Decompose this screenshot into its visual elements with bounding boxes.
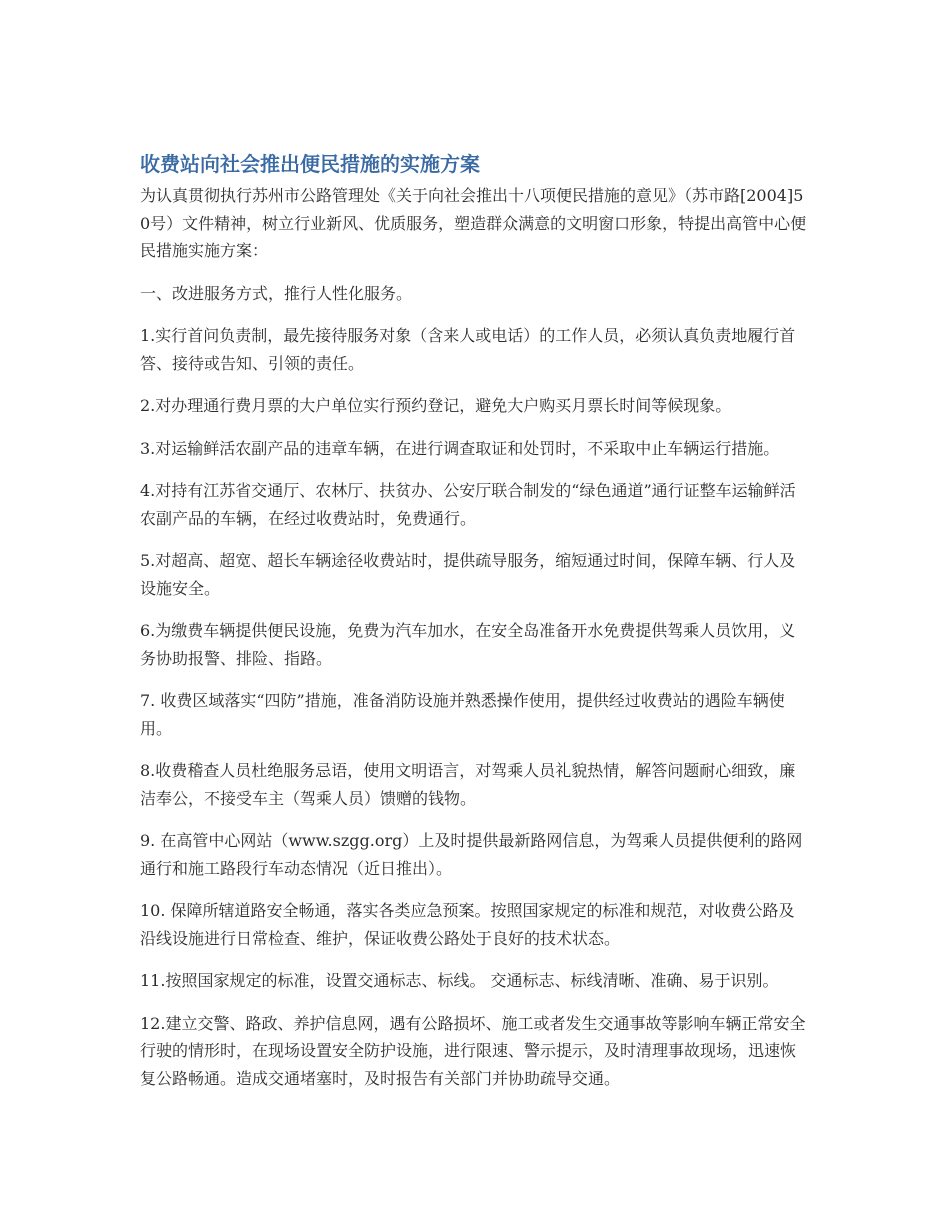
measure-item-10: 10. 保障所辖道路安全畅通，落实各类应急预案。按照国家规定的标准和规范，对收费公路及沿线设施进行日常检查、维护，保证收费公路处于良好的技术状态。 [140, 901, 795, 948]
measure-item-8: 8.收费稽查人员杜绝服务忌语，使用文明语言，对驾乘人员礼貌热情，解答问题耐心细致，廉洁奉公，不接受车主（驾乘人员）馈赠的钱物。 [140, 761, 796, 808]
measure-item-12: 12.建立交警、路政、养护信息网，遇有公路损坏、施工或者发生交通事故等影响车辆正常安全行驶的情形时，在现场设置安全防护设施，进行限速、警示提示，及时清理事故现场，迅速恢复公路畅通。造成交通堵塞时，及时报告有关部门并协助疏导交通。 [140, 1013, 806, 1088]
measure-item-9: 9. 在高管中心网站（www.szgg.org）上及时提供最新路网信息，为驾乘人员提供便利的路网通行和施工路段行车动态情况（近日推出）。 [140, 831, 803, 878]
measure-item-11: 11.按照国家规定的标准，设置交通标志、标线。 交通标志、标线清晰、准确、易于识别。 [140, 971, 779, 990]
measure-item-2: 2.对办理通行费月票的大户单位实行预约登记，避免大户购买月票长时间等候现象。 [140, 396, 732, 415]
document-page [140, 146, 810, 1107]
section-heading: 一、改进服务方式，推行人性化服务。 [140, 283, 413, 303]
measure-item-1: 1.实行首问负责制，最先接待服务对象（含来人或电话）的工作人员，必须认真负责地履行首答、接待或告知、引领的责任。 [140, 326, 796, 373]
measure-item-7: 7. 收费区域落实“四防”措施，准备消防设施并熟悉操作使用，提供经过收费站的遇险车辆使用。 [140, 691, 785, 738]
measure-item-3: 3.对运输鲜活农副产品的违章车辆，在进行调查取证和处罚时，不采取中止车辆运行措施。 [140, 438, 780, 458]
measure-item-5: 5.对超高、超宽、超长车辆途径收费站时，提供疏导服务，缩短通过时间，保障车辆、行人及设施安全。 [140, 551, 796, 598]
measure-item-6: 6.为缴费车辆提供便民设施，免费为汽车加水，在安全岛准备开水免费提供驾乘人员饮用，义务协助报警、排险、指路。 [140, 621, 796, 668]
intro-paragraph: 为认真贯彻执行苏州市公路管理处《关于向社会推出十八项便民措施的意见》（苏市路[2004]50号）文件精神，树立行业新风、优质服务，塑造群众满意的文明窗口形象，特提出高管中心便民措施实施方案： [140, 186, 807, 260]
measure-item-4: 4.对持有江苏省交通厅、农林厅、扶贫办、公安厅联合制发的“绿色通道”通行证整车运输鲜活农副产品的车辆，在经过收费站时，免费通行。 [140, 481, 796, 528]
document-title: 收费站向社会推出便民措施的实施方案 [140, 152, 480, 176]
